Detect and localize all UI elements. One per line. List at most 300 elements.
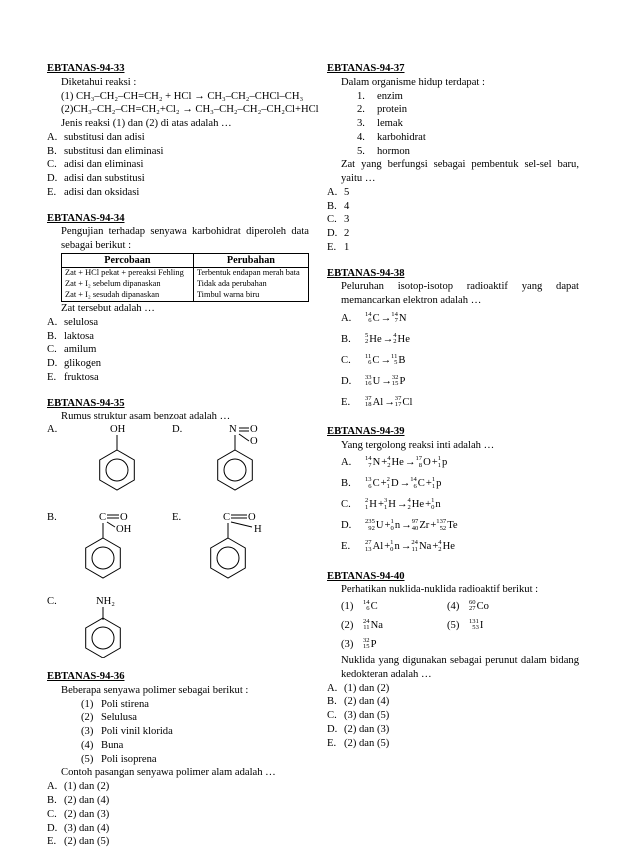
element-symbol: C	[372, 312, 380, 324]
atomic-number: 0	[431, 503, 435, 511]
element-symbol: C	[417, 478, 425, 490]
list-item: (4) Buna	[81, 739, 124, 751]
answer-option[interactable]: D. (2) dan (3)	[327, 723, 390, 735]
svg-text:C: C	[99, 512, 107, 524]
nuclide-numbers	[393, 333, 396, 346]
nuclide-numbers	[365, 456, 372, 469]
answer-option[interactable]: E. fruktosa	[47, 371, 99, 383]
atomic-number: 15	[363, 643, 370, 651]
svg-text:O: O	[250, 436, 258, 448]
nuclide-numbers	[365, 375, 372, 388]
nuclide-item	[447, 619, 553, 633]
list-item: (3) Poli vinil klorida	[81, 726, 173, 738]
mass-number: 1	[390, 539, 394, 547]
mass-number: 2	[365, 497, 369, 505]
answer-option[interactable]	[341, 371, 579, 392]
option-key: D.	[341, 375, 352, 387]
option-key: B.	[341, 333, 351, 345]
element-symbol: C	[372, 478, 380, 490]
mass-number: 131	[469, 617, 479, 625]
question-intro: Peluruhan isotop-isotop radioaktif yang dapat memancarkan elektron adalah …	[341, 281, 579, 307]
structure-option-e[interactable]	[172, 512, 262, 578]
list-item: (5) Poli isoprena	[81, 753, 157, 765]
table-cell: Zat + HCl pekat + pereaksi Fehling	[62, 268, 194, 279]
mass-number: 11	[391, 352, 398, 360]
operator: →	[396, 499, 408, 511]
question-header: EBTANAS-94-33	[47, 63, 125, 74]
nuclide	[363, 619, 383, 633]
element-symbol: Al	[372, 396, 384, 408]
atomic-number: 7	[368, 461, 372, 469]
question-text: Nuklida yang digunakan sebagai perunut dalam bidang kedokteran adalah …	[341, 655, 579, 680]
mass-number: 27	[365, 539, 372, 547]
atomic-number: 6	[413, 482, 417, 490]
nuclide-numbers	[365, 396, 372, 409]
nuclide	[410, 477, 425, 491]
mass-number: 97	[411, 518, 419, 526]
element-symbol: He	[391, 457, 404, 469]
element-symbol: He	[442, 541, 455, 553]
nuclide-numbers	[410, 477, 417, 490]
mass-number: 37	[365, 394, 372, 402]
atomic-number: 2	[387, 461, 391, 469]
nuclide-list	[327, 597, 579, 654]
answer-option[interactable]: E. 1	[327, 241, 350, 253]
nuclide	[365, 456, 380, 470]
atomic-number: 6	[366, 605, 370, 613]
svg-text:A.: A.	[47, 424, 58, 436]
table-header-cell: Percobaan	[62, 253, 194, 267]
list-item: (2) Selulusa	[81, 712, 137, 724]
atomic-number: 1	[365, 503, 369, 511]
atomic-number: 8	[418, 461, 423, 469]
nuclide-numbers	[365, 540, 372, 553]
answer-options	[327, 308, 579, 413]
nuclide-item	[341, 600, 447, 614]
answer-option[interactable]	[341, 516, 579, 537]
answer-option[interactable]	[341, 537, 579, 558]
question-40	[327, 570, 579, 751]
atomic-number: 5	[394, 359, 398, 367]
question-38	[327, 267, 579, 413]
svg-text:E.: E.	[172, 512, 182, 524]
structure-option-d[interactable]	[172, 424, 258, 490]
question-37	[327, 62, 579, 255]
answer-options	[327, 453, 579, 558]
answer-option[interactable]: D. 2	[327, 228, 350, 240]
answer-options	[47, 131, 309, 200]
atomic-number: 18	[365, 401, 372, 409]
svg-text:B.: B.	[47, 512, 57, 524]
nuclide	[436, 519, 457, 533]
nuclide	[390, 540, 400, 554]
table-row	[62, 290, 309, 301]
mass-number: 14	[410, 476, 417, 484]
atomic-number: 2	[438, 545, 442, 553]
atomic-number: 0	[390, 524, 394, 532]
operator: +	[384, 541, 391, 553]
element-symbol: Al	[372, 541, 384, 553]
mass-number: 4	[387, 455, 391, 463]
atomic-number: 15	[391, 380, 399, 388]
nuclide-numbers	[365, 333, 368, 346]
mass-number: 37	[394, 394, 402, 402]
question-intro: Perhatikan nuklida-nuklida radioaktif berikut :	[341, 584, 539, 596]
atomic-number: 16	[365, 380, 372, 388]
nuclide-row	[341, 635, 579, 654]
question-39	[327, 425, 579, 558]
element-symbol: C	[372, 354, 380, 366]
nuclide	[365, 354, 379, 368]
answer-option[interactable]: D. adisi dan substitusi	[47, 173, 145, 185]
element-symbol: I	[479, 619, 484, 631]
mass-number: 24	[363, 617, 370, 625]
option-key: A.	[341, 457, 352, 469]
nuclide-key: (4)	[447, 600, 460, 612]
question-35	[47, 397, 309, 659]
svg-text:C: C	[223, 512, 231, 524]
nuclide-numbers	[412, 519, 419, 532]
element-symbol: He	[397, 333, 410, 345]
nuclide-numbers	[365, 519, 375, 532]
nuclide-numbers	[363, 638, 370, 651]
table-row	[62, 279, 309, 290]
table-cell: Tidak ada perubahan	[193, 279, 308, 290]
nuclide-numbers	[391, 354, 397, 367]
answer-option[interactable]: E. (2) dan (5)	[327, 737, 390, 749]
answer-option[interactable]	[341, 392, 579, 413]
question-header: EBTANAS-94-37	[327, 63, 405, 74]
answer-option[interactable]: B. (2) dan (4)	[47, 794, 110, 806]
mass-number: 33	[365, 373, 372, 381]
left-column	[47, 62, 319, 861]
element-symbol: P	[399, 375, 406, 387]
atomic-number: 2	[365, 338, 369, 346]
element-symbol: Na	[370, 619, 383, 631]
svg-text:H: H	[254, 524, 262, 536]
operator: →	[400, 541, 412, 553]
atomic-number: 6	[368, 482, 372, 490]
element-symbol: H	[388, 499, 396, 511]
element-symbol: Co	[476, 600, 489, 612]
svg-text:NH₂: NH₂	[96, 596, 115, 608]
right-column	[327, 62, 579, 762]
svg-text:OH: OH	[116, 524, 132, 536]
table-row	[62, 268, 309, 279]
operator: +	[381, 457, 388, 469]
nuclide	[415, 456, 430, 470]
mass-number: 11	[365, 352, 372, 360]
nuclide-numbers	[363, 600, 370, 613]
element-symbol: He	[411, 499, 425, 511]
atomic-number: 2	[407, 503, 411, 511]
nuclide	[395, 396, 413, 410]
svg-text:D.: D.	[172, 424, 183, 436]
nuclide-numbers	[431, 498, 434, 511]
mass-number: 24	[411, 539, 418, 547]
question-text: Jenis reaksi (1) dan (2) di atas adalah …	[61, 118, 232, 130]
nuclide	[438, 540, 455, 554]
mass-number: 137	[436, 518, 447, 526]
option-key: E.	[341, 396, 351, 408]
nuclide	[365, 312, 380, 326]
operator: →	[401, 520, 412, 532]
polymer-list	[47, 698, 309, 767]
list-item: (1) Poli stirena	[81, 698, 149, 710]
mass-number: 2	[386, 476, 390, 484]
question-text: Contoh pasangan senyawa polimer alam adalah …	[61, 767, 276, 779]
svg-text:O: O	[250, 424, 258, 436]
element-symbol: H	[369, 499, 377, 511]
operator: +	[425, 499, 432, 511]
structure-option-a[interactable]	[47, 424, 134, 490]
atomic-number: 1	[386, 482, 390, 490]
answer-option[interactable]	[341, 495, 579, 516]
question-header: EBTANAS-94-39	[327, 426, 405, 438]
list-item: 4. karbohidrat	[357, 131, 426, 143]
nuclide-numbers	[387, 477, 390, 490]
nuclide	[365, 477, 380, 491]
arrow-symbol: →	[381, 375, 392, 387]
element-symbol: n	[394, 520, 401, 532]
question-36	[47, 670, 309, 849]
nuclide-numbers	[390, 540, 393, 553]
question-header: EBTANAS-94-40	[327, 570, 405, 582]
nuclide-numbers	[365, 312, 372, 325]
answer-option[interactable]	[341, 308, 579, 329]
table-header-cell: Perubahan	[193, 253, 308, 267]
atomic-number: 1	[383, 503, 388, 511]
atomic-number: 7	[394, 317, 398, 325]
atomic-number: 2	[393, 338, 397, 346]
nuclide-numbers	[432, 477, 435, 490]
nuclide-numbers	[411, 540, 418, 553]
answer-option[interactable]: A. (1) dan (2)	[47, 781, 110, 793]
atomic-number: 0	[390, 545, 394, 553]
nuclide	[469, 619, 483, 633]
atomic-number: 52	[439, 524, 447, 532]
nuclide	[384, 498, 396, 512]
svg-text:O: O	[120, 512, 128, 524]
nuclide-numbers	[391, 519, 394, 532]
question-text: Zat tersebut adalah …	[61, 302, 155, 314]
mass-number: 4	[407, 497, 411, 505]
answer-option[interactable]: C. (3) dan (5)	[327, 710, 390, 722]
nuclide	[365, 333, 382, 347]
nuclide	[392, 375, 406, 389]
nuclide	[432, 477, 442, 491]
mass-number: 14	[365, 455, 372, 463]
question-header: EBTANAS-94-38	[327, 267, 405, 279]
nuclide	[365, 396, 383, 410]
answer-option[interactable]	[341, 350, 579, 371]
svg-text:N: N	[229, 424, 237, 436]
table-cell: Timbul warna biru	[193, 290, 308, 301]
operator: +	[432, 541, 439, 553]
structure-option-c[interactable]	[47, 596, 120, 658]
answer-option[interactable]: D. (3) dan (4)	[47, 822, 110, 834]
atomic-number: 17	[394, 401, 402, 409]
mass-number: 1	[431, 476, 436, 484]
structure-option-b[interactable]	[47, 512, 132, 578]
nuclide	[469, 600, 489, 614]
nuclide	[365, 519, 384, 533]
option-key: B.	[341, 478, 351, 490]
mass-number: 4	[393, 331, 397, 339]
nuclide-numbers	[392, 375, 399, 388]
atomic-number: 27	[469, 605, 476, 613]
question-intro: Dalam organisme hidup terdapat :	[341, 76, 485, 88]
nuclide	[431, 498, 441, 512]
atomic-number: 53	[472, 624, 479, 632]
atomic-number: 13	[365, 545, 372, 553]
nuclide-numbers	[365, 498, 368, 511]
answer-option[interactable]: B. (2) dan (4)	[327, 696, 390, 708]
mass-number: 1	[390, 518, 394, 526]
element-symbol: Te	[447, 520, 458, 532]
answer-option[interactable]: C. 3	[327, 214, 350, 226]
nuclide	[407, 498, 424, 512]
option-key: C.	[341, 499, 351, 511]
element-symbol: p	[436, 478, 442, 490]
mass-number: 1	[431, 497, 435, 505]
mass-number: 32	[363, 636, 370, 644]
mass-number: 5	[365, 331, 369, 339]
answer-option[interactable]: B. 4	[327, 200, 350, 212]
nuclide-numbers	[395, 396, 402, 409]
answer-option[interactable]: A. 5	[327, 186, 350, 198]
nuclide-item	[341, 619, 447, 633]
atomic-number: 1	[431, 482, 436, 490]
element-symbol: p	[442, 457, 448, 469]
mass-number: 32	[391, 373, 399, 381]
question-header: EBTANAS-94-36	[47, 671, 125, 683]
answer-option[interactable]: C. amilum	[47, 344, 97, 356]
list-item: 5. hormon	[357, 145, 410, 157]
atomic-number: 6	[368, 317, 372, 325]
element-symbol: N	[372, 457, 381, 469]
answer-option[interactable]: D. glikogen	[47, 358, 102, 370]
list-item: 3. lemak	[357, 118, 403, 130]
answer-option[interactable]: B. substitusi dan eliminasi	[47, 145, 164, 157]
nuclide	[391, 354, 405, 368]
atomic-number: 40	[411, 524, 419, 532]
nuclide	[387, 456, 404, 470]
element-symbol: D	[390, 478, 399, 490]
operator: +	[425, 478, 432, 490]
nuclide-item	[447, 600, 553, 614]
svg-text:O: O	[248, 512, 256, 524]
question-33	[47, 62, 319, 200]
mass-number: 60	[469, 598, 476, 606]
element-symbol: Zr	[419, 520, 430, 532]
element-symbol: n	[394, 541, 400, 553]
nuclide-numbers	[365, 477, 372, 490]
atomic-number: 92	[368, 524, 375, 532]
answer-option[interactable]: C. adisi dan eliminasi	[47, 159, 144, 171]
operator: +	[431, 457, 438, 469]
answer-option[interactable]: B. laktosa	[47, 330, 95, 342]
answer-option[interactable]: A. substitusi dan adisi	[47, 131, 145, 143]
nuclide-key: (3)	[341, 638, 354, 650]
answer-option[interactable]: C. (2) dan (3)	[47, 808, 110, 820]
nuclide	[363, 638, 377, 652]
element-symbol: B	[398, 354, 406, 366]
nuclide-numbers	[365, 354, 371, 367]
nuclide-item	[341, 638, 447, 652]
nuclide	[365, 498, 377, 512]
mass-number: 14	[363, 598, 370, 606]
option-key: D.	[341, 520, 352, 532]
element-symbol: U	[372, 375, 381, 387]
answer-option[interactable]	[341, 474, 579, 495]
mass-number: 1	[437, 455, 442, 463]
nuclide	[365, 540, 383, 554]
answer-option[interactable]: A. (1) dan (2)	[327, 682, 390, 694]
nuclide-numbers	[384, 498, 387, 511]
answer-option[interactable]	[341, 453, 579, 474]
operator: +	[377, 499, 384, 511]
element-symbol: N	[398, 312, 407, 324]
table-header-row	[62, 253, 309, 267]
answer-option[interactable]: E. (2) dan (5)	[47, 836, 110, 848]
mass-number: 14	[365, 310, 372, 318]
operator: +	[380, 478, 387, 490]
element-symbol: U	[375, 520, 384, 532]
reaction-1: (1) CH₃–CH₂–CH=CH₂ + HCl → CH₃–CH₂–CHCl–CH₃	[61, 90, 304, 102]
mass-number: 14	[391, 310, 398, 318]
question-34	[47, 212, 309, 385]
operator: +	[384, 520, 391, 532]
answer-option[interactable]: A. selulosa	[47, 316, 99, 328]
arrow-symbol: →	[384, 396, 395, 408]
answer-option[interactable]	[341, 329, 579, 350]
table-cell: Zat + I₂ sebelum dipanaskan	[62, 279, 194, 290]
nuclide-numbers	[469, 619, 479, 632]
answer-options	[327, 682, 579, 751]
arrow-symbol: →	[380, 312, 392, 324]
reaction-2: (2)CH₃–CH₂–CH=CH₂+Cl₂ → CH₃–CH₂–CH₂–CH₂Cl+HCl	[61, 104, 319, 116]
nuclide	[393, 333, 410, 347]
question-intro: Beberapa senyawa polimer sebagai berikut :	[61, 684, 249, 696]
nuclide	[438, 456, 448, 470]
operator: →	[404, 457, 416, 469]
element-symbol: n	[435, 499, 441, 511]
element-symbol: O	[423, 457, 431, 469]
svg-text:OH: OH	[110, 424, 126, 436]
answer-options	[47, 316, 309, 385]
mass-number: 17	[415, 455, 423, 463]
question-intro: Pengujian terhadap senyawa karbohidrat diperoleh data sebagai berikut :	[61, 226, 309, 252]
atomic-number: 11	[363, 624, 370, 632]
list-item: 1. enzim	[357, 90, 403, 102]
nuclide-numbers	[438, 540, 441, 553]
mass-number: 235	[365, 518, 375, 526]
nuclide-numbers	[407, 498, 410, 511]
svg-text:C.: C.	[47, 596, 57, 608]
question-intro: Diketahui reaksi :	[61, 76, 137, 88]
element-symbol: Na	[418, 541, 432, 553]
answer-option[interactable]: E. adisi dan oksidasi	[47, 186, 140, 198]
list-item: 2. protein	[357, 104, 408, 116]
data-table	[61, 253, 309, 302]
substance-list	[327, 90, 579, 159]
mass-number: 3	[383, 497, 388, 505]
question-text: Rumus struktur asam benzoat adalah …	[61, 411, 231, 423]
element-symbol: He	[369, 333, 382, 345]
element-symbol: P	[370, 638, 377, 650]
nuclide-numbers	[363, 619, 370, 632]
